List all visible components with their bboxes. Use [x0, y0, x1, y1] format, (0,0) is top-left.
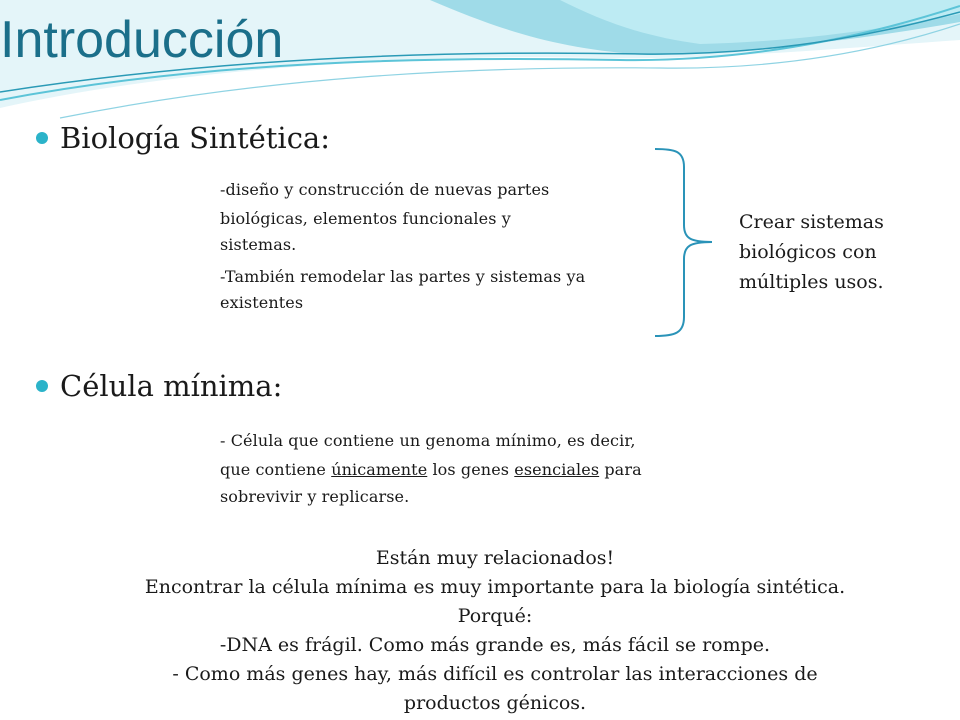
minimal-cell-line-2-part-c: para — [599, 460, 642, 479]
synthetic-biology-heading: Biología Sintética: — [60, 121, 330, 155]
minimal-cell-line-2 — [220, 456, 642, 484]
minimal-cell-heading: Célula mínima: — [60, 369, 283, 403]
conclusion-line-4: -DNA es frágil. Como más grande es, más fácil se rompe. — [219, 634, 771, 656]
side-note-create-systems: Crear sistemas biológicos con múltiples usos. — [739, 211, 884, 293]
right-curly-brace-icon — [650, 145, 720, 340]
conclusion-line-2: Encontrar la célula mínima es muy importante para la biología sintética. — [144, 576, 846, 598]
minimal-cell-line-2-part-a: que contiene — [220, 460, 332, 479]
synthetic-biology-line-3: sistemas. — [220, 235, 297, 254]
synthetic-biology-line-4: -También remodelar las partes y sistemas ya — [220, 267, 586, 286]
minimal-cell-line-1: - Célula que contiene un genoma mínimo, es decir, — [220, 431, 636, 450]
conclusion-block — [0, 544, 960, 718]
conclusion-line-5: - Como más genes hay, más difícil es controlar las interacciones de — [172, 663, 818, 685]
bullet-dot-icon — [36, 132, 48, 144]
slide-title: Introducción — [0, 11, 284, 69]
conclusion-line-3: Porqué: — [457, 605, 533, 627]
synthetic-biology-line-2: biológicas, elementos funcionales y — [220, 209, 511, 228]
synthetic-biology-line-1: -diseño y construcción de nuevas partes — [220, 180, 550, 199]
conclusion-line-1: Están muy relacionados! — [375, 547, 615, 569]
underlined-word-unicamente: únicamente — [331, 460, 428, 479]
underlined-word-esenciales: esenciales — [514, 460, 600, 479]
minimal-cell-line-2-part-b: los genes — [427, 460, 515, 479]
conclusion-line-6: productos génicos. — [403, 692, 587, 714]
synthetic-biology-line-5: existentes — [220, 293, 304, 312]
bullet-dot-icon — [36, 380, 48, 392]
minimal-cell-line-3: sobrevivir y replicarse. — [220, 487, 410, 506]
bullet-synthetic-biology — [36, 120, 330, 156]
bullet-minimal-cell — [36, 368, 282, 404]
